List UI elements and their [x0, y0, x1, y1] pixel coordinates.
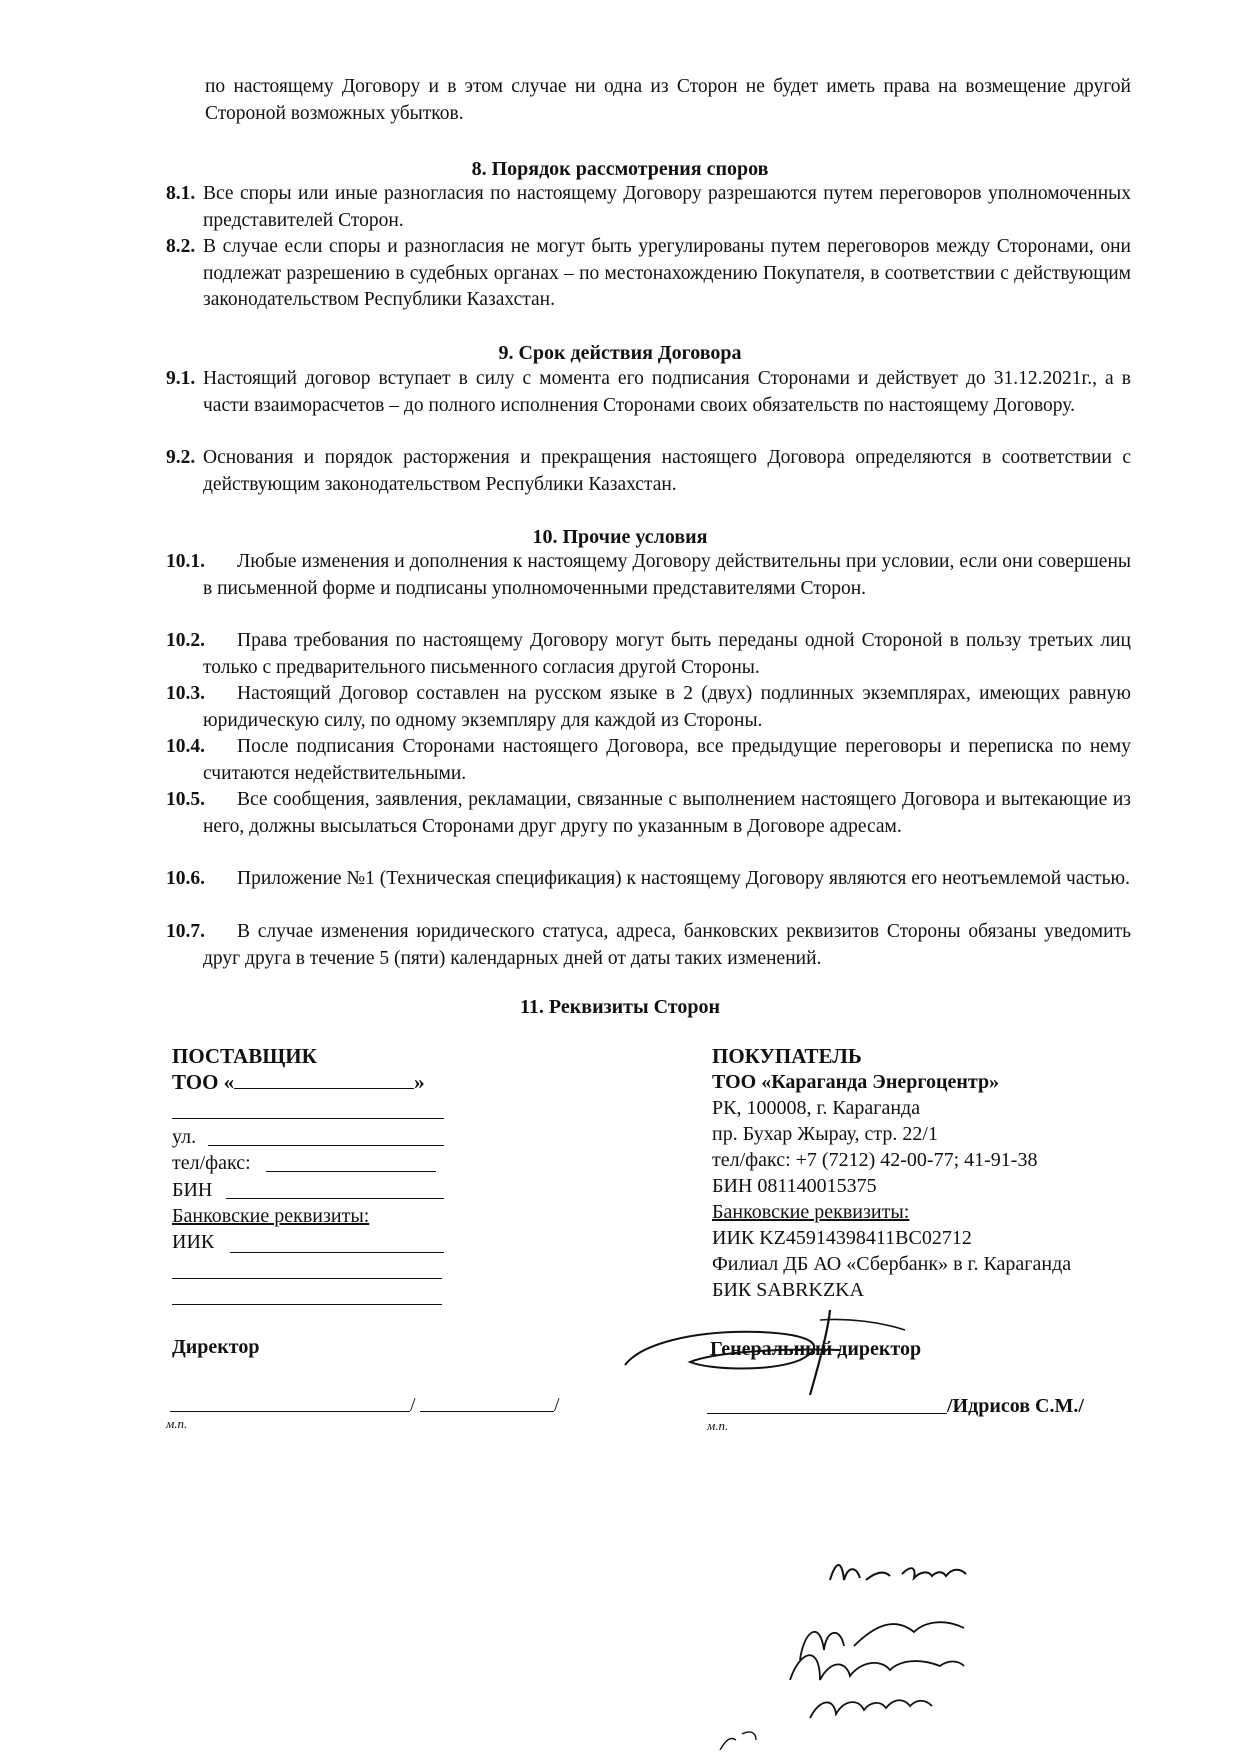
clause-10-1: [166, 549, 1131, 602]
supplier-phone-row: [172, 1150, 251, 1176]
buyer-heading: ПОКУПАТЕЛЬ: [712, 1044, 862, 1068]
top-paragraph: по настоящему Договору и в этом случае ни одна из Сторон не будет иметь права на возмещение другой Стороной возможных убытков.: [205, 76, 1131, 124]
supplier-iik-label: ИИК: [172, 1231, 215, 1253]
supplier-org-prefix: ТОО «: [172, 1070, 235, 1094]
buyer-iik: ИИК KZ45914398411BC02712: [712, 1227, 972, 1249]
clause-number: 8.1.: [166, 183, 196, 204]
supplier-phone-label: тел/факс:: [172, 1152, 251, 1174]
clause-10-7: [166, 919, 1131, 972]
clause-10-3: [166, 681, 1131, 734]
supplier-blank-line: [172, 1118, 444, 1119]
clause-number: 10.7.: [166, 921, 205, 942]
buyer-address-1: РК, 100008, г. Караганда: [712, 1097, 921, 1119]
supplier-org-blank: [234, 1070, 414, 1089]
buyer-bin: БИН 081140015375: [712, 1175, 877, 1197]
supplier-street-row: [172, 1124, 196, 1150]
supplier-slash-1: /: [410, 1394, 416, 1416]
buyer-director-name: /Идрисов С.М./: [947, 1395, 1084, 1417]
buyer-signature-line: [707, 1413, 947, 1414]
clause-8-1: [166, 181, 1131, 234]
clause-text: Настоящий договор вступает в силу с момента его подписания Сторонами и действует до 31.12.2021г., а в части взаиморасчетов – до полного исполнения Сторонами своих обязательств по настоящему Договору.: [203, 368, 1131, 416]
buyer-address-2: пр. Бухар Жырау, стр. 22/1: [712, 1123, 938, 1145]
supplier-street-label: ул.: [172, 1126, 197, 1148]
clause-text: Настоящий Договор составлен на русском языке в 2 (двух) подлинных экземплярах, имеющих равную юридическую силу, по одному экземпляру для каждой из Стороны.: [203, 683, 1131, 731]
clause-10-4: [166, 734, 1131, 787]
clause-number: 9.2.: [166, 447, 196, 468]
clause-number: 10.4.: [166, 736, 205, 757]
buyer-bank-label: Банковские реквизиты:: [712, 1201, 910, 1223]
supplier-director-label: Директор: [172, 1336, 260, 1358]
clause-text: В случае если споры и разногласия не могут быть урегулированы путем переговоров между Сторонами, они подлежат разрешению в судебных органах – по местонахождению Покупателя, в соответствии с действующим законодательством Республики Казахстан.: [203, 236, 1131, 310]
clause-10-2: [166, 628, 1131, 681]
supplier-blank-line-3: [172, 1304, 442, 1305]
section8-title: 8. Порядок рассмотрения споров: [471, 158, 769, 180]
supplier-org-suffix: »: [414, 1070, 425, 1094]
section10-title: 10. Прочие условия: [532, 526, 708, 548]
clause-text: Все сообщения, заявления, рекламации, связанные с выполнением настоящего Договора и вытекающие из него, должны высылаться Сторонами друг другу по указанным в Договоре адресам.: [203, 789, 1131, 837]
supplier-bin-label: БИН: [172, 1179, 213, 1201]
supplier-blank-line-2: [172, 1278, 442, 1279]
clause-number: 10.2.: [166, 630, 205, 651]
supplier-iik-line: [230, 1252, 444, 1253]
supplier-heading: ПОСТАВЩИК: [172, 1044, 317, 1068]
supplier-bin-line: [226, 1198, 444, 1199]
supplier-signature-line: [170, 1411, 410, 1412]
clause-number: 9.1.: [166, 368, 196, 389]
clause-text: Права требования по настоящему Договору могут быть переданы одной Стороной в пользу третьих лиц только с предварительного письменного согласия другой Стороны.: [203, 630, 1131, 678]
supplier-phone-line: [266, 1171, 436, 1172]
clause-number: 10.3.: [166, 683, 205, 704]
supplier-stamp-place: м.п.: [166, 1416, 188, 1431]
buyer-bank-name: Филиал ДБ АО «Сбербанк» в г. Караганда: [712, 1253, 1072, 1275]
supplier-org: [172, 1069, 472, 1095]
clause-10-6: [166, 866, 1131, 893]
section9-title: 9. Срок действия Договора: [498, 342, 742, 364]
clause-text: Любые изменения и дополнения к настоящему Договору действительны при условии, если они совершены в письменной форме и подписаны уполномоченными представителями Сторон.: [203, 551, 1131, 599]
buyer-stamp-place: м.п.: [707, 1418, 729, 1433]
clause-number: 8.2.: [166, 236, 196, 257]
supplier-bank-label: Банковские реквизиты:: [172, 1205, 370, 1227]
clause-text: Все споры или иные разногласия по настоящему Договору разрешаются путем переговоров уполномоченных представителей Сторон.: [203, 183, 1131, 231]
supplier-block: [172, 1043, 472, 1095]
supplier-iik-row: [172, 1229, 214, 1255]
supplier-slash-2: /: [554, 1394, 560, 1416]
clause-text: Приложение №1 (Техническая спецификация) к настоящему Договору являются его неотъемлемой частью.: [237, 868, 1130, 889]
clause-number: 10.6.: [166, 868, 205, 889]
buyer-bik: БИК SABRKZKA: [712, 1279, 865, 1301]
section11-title: 11. Реквизиты Сторон: [520, 996, 720, 1018]
buyer-phone: тел/факс: +7 (7212) 42-00-77; 41-91-38: [712, 1149, 1038, 1171]
clause-8-2: [166, 234, 1131, 314]
supplier-street-line: [208, 1145, 444, 1146]
clause-9-1: [166, 366, 1131, 419]
buyer-block: [712, 1043, 1152, 1303]
clause-9-2: [166, 445, 1131, 498]
clause-text: После подписания Сторонами настоящего Договора, все предыдущие переговоры и переписка по нему считаются недействительными.: [203, 736, 1131, 784]
clause-text: В случае изменения юридического статуса, адреса, банковских реквизитов Стороны обязаны уведомить друг друга в течение 5 (пяти) календарных дней от даты таких изменений.: [203, 921, 1131, 969]
buyer-director-label: Генеральный директор: [710, 1338, 922, 1360]
supplier-name-line: [420, 1411, 554, 1412]
clause-10-5: [166, 787, 1131, 840]
approval-signatures-icon: [640, 1550, 1060, 1750]
clause-number: 10.1.: [166, 551, 205, 572]
clause-number: 10.5.: [166, 789, 205, 810]
director-signature-icon: [620, 1290, 960, 1410]
supplier-bin-row: [172, 1177, 212, 1203]
buyer-org: ТОО «Караганда Энергоцентр»: [712, 1071, 1000, 1093]
clause-text: Основания и порядок расторжения и прекращения настоящего Договора определяются в соответствии с действующим законодательством Республики Казахстан.: [203, 447, 1131, 495]
